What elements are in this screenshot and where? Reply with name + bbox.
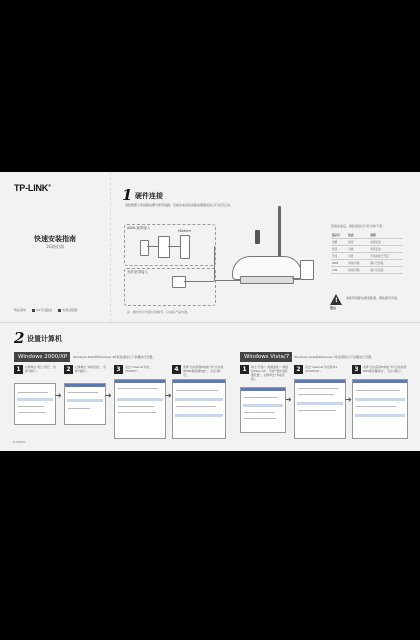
table-cell: LAN [331,267,347,274]
warning-text: 请使用原配电源适配器，避免损坏设备。 [346,296,401,300]
table-cell: 系统 [331,246,347,253]
step-number: 3 [352,365,361,374]
fiber-label: 光纤宽带接入 [127,270,148,274]
table-row [331,246,403,253]
step-number: 1 [14,365,23,374]
package-item: 3G无线路由 [32,308,52,312]
screenshot-control-panel [240,387,286,433]
table-row [331,253,403,260]
step-text: 单击“开始”-“控制面板”-“网络和Internet”，选择“更改适配器设置”，右键单击“本地连接”。 [251,365,289,381]
cable [292,278,300,279]
table-header: 状态 [347,232,369,239]
os-bar-vista: Windows Vista/7 [240,352,292,362]
screenshot-tcpip [172,379,226,439]
step-number: 3 [114,365,123,374]
table-cell: 常亮/闪烁 [347,260,369,267]
table-cell: 端口已连接 [369,260,403,267]
bullet-icon [58,309,61,312]
arrow-right-icon: ➜ [165,391,172,400]
screenshot-network [64,383,106,425]
table-row [331,267,403,274]
table-cell: 无线 [331,253,347,260]
step-text: 选择“自动获得IP地址”和“自动获得DNS服务器地址”，点击“确定”。 [363,365,407,373]
screenshot-ipv4-properties [352,379,408,439]
table-cell: 电源正常 [369,239,403,246]
package-item: 电源适配器 [58,308,77,312]
table-header: 说明 [369,232,403,239]
table-cell: WAN [331,260,347,267]
arrow-right-icon: ➜ [105,391,112,400]
modem-label: Modem [178,229,191,233]
table-cell: 系统正常 [369,246,403,253]
cable [147,246,158,247]
antenna-icon [278,206,281,258]
cable [184,281,214,282]
step-text: 选择“自动获得IP地址”和“自动获得DNS服务器地址”，点击“确定”。 [183,365,224,377]
arrow-right-icon: ➜ [285,395,292,404]
step-number: 4 [172,365,181,374]
cable [214,280,240,281]
step-number: 2 [64,365,73,374]
led-status-table [331,232,403,274]
table-cell: 闪烁 [347,246,369,253]
splitter-icon [158,236,170,258]
table-header: 指示灯 [331,232,347,239]
led-intro: 连接完成后，请检查指示灯状态如下表： [331,224,386,228]
3g-usb-modem-icon [255,230,260,244]
table-row [331,239,403,246]
computer-icon [300,260,314,280]
table-cell: 无线功能已开启 [369,253,403,260]
section-number: 2 [14,329,25,347]
step-number: 2 [294,365,303,374]
computer-setup-sheet [0,322,420,451]
modem-icon [180,235,190,259]
router-ports [240,276,294,284]
section-number: 1 [122,186,133,204]
arrow-right-icon: ➜ [55,391,62,400]
bullet-icon [32,309,35,312]
os-desc-vista: Windows Vista和Windows 7系统请按以下步骤进行设置。 [294,355,374,359]
hardware-paragraph: 请按照图示连接路由器与宽带线路。连接完成后检查路由器面板指示灯是否正常。 [125,203,234,207]
adsl-label: ADSL宽带接入 [127,226,151,230]
fiber-modem-icon [172,276,186,288]
page-number: 7100500 [12,440,26,444]
fold-line [110,172,111,322]
step-text: 双击“Internet 协议版本4 (TCP/IPv4)”。 [305,365,338,373]
step-text: 右键单击“本地连接”，选择“属性”。 [75,365,106,373]
cable [168,246,180,247]
package-item: 物品清单 [14,308,27,312]
table-cell: 常亮/闪烁 [347,267,369,274]
section-title: 硬件连接 [135,192,163,200]
os-desc-xp: Windows 2000和Windows XP系统请按以下步骤进行设置。 [73,355,156,359]
package-contents [14,308,114,312]
step-text: 右键单击“网上邻居”，选择“属性”。 [25,365,56,373]
table-cell: 常亮 [347,239,369,246]
phone-jack-icon [140,240,149,256]
cable [214,246,215,280]
arrow-right-icon: ➜ [345,395,352,404]
screenshot-connection-properties [114,379,166,439]
tplink-logo: TP-LINK® [14,183,51,193]
table-cell: 电源 [331,239,347,246]
section-title: 设置计算机 [27,335,62,343]
warning-label: 警告 [330,306,337,310]
step-number: 1 [240,365,249,374]
table-cell: 闪烁 [347,253,369,260]
step-text: 双击“Internet 协议 (TCP/IP)”。 [125,365,150,373]
table-cell: 端口已连接 [369,267,403,274]
guide-model: 3G路由器 [46,244,64,249]
diagram-footnote: 注：图中所示设备仅供参考，以实际产品为准。 [127,310,191,314]
table-row [331,260,403,267]
guide-title: 快速安装指南 [34,235,76,243]
screenshot-ipv4-list [294,379,346,439]
os-bar-xp: Windows 2000/XP [14,352,70,362]
screenshot-start-menu [14,383,56,425]
warning-icon [330,294,342,305]
